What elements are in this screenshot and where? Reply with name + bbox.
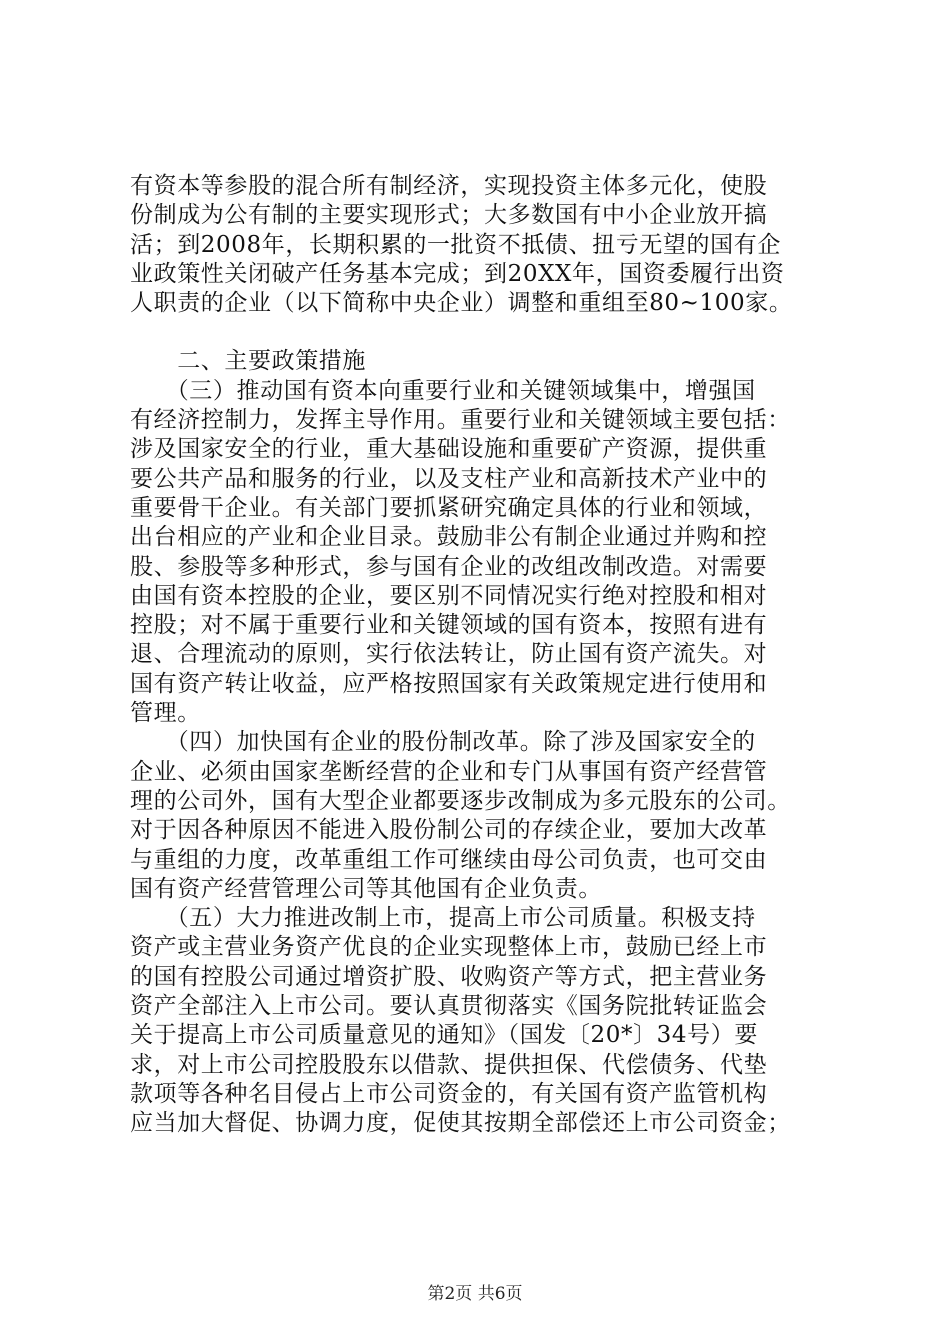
text-line: 有资本等参股的混合所有制经济，实现投资主体多元化，使股: [130, 173, 768, 199]
text-line: 理的公司外，国有大型企业都要逐步改制成为多元股东的公司。: [130, 787, 791, 814]
text-line: 管理。: [130, 700, 201, 727]
text-line: 与重组的力度，改革重组工作可继续由母公司负责，也可交由: [130, 846, 768, 873]
text-line: 款项等各种名目侵占上市公司资金的，有关国有资产监管机构: [130, 1080, 768, 1107]
text-line: 国有资产经营管理公司等其他国有企业负责。: [130, 875, 602, 902]
text-line: 国有资产转让收益，应严格按照国家有关政策规定进行使用和: [130, 670, 768, 697]
text-line: 份制成为公有制的主要实现形式；大多数国有中小企业放开搞: [130, 202, 768, 229]
text-line: 的国有控股公司通过增资扩股、收购资产等方式，把主营业务: [130, 963, 768, 990]
text-line: 人职责的企业（以下简称中央企业）调整和重组至80~100家。: [130, 290, 793, 317]
paragraph-4: [130, 728, 830, 904]
text-line: 退、合理流动的原则，实行依法转让，防止国有资产流失。对: [130, 641, 768, 668]
text-line: 出台相应的产业和企业目录。鼓励非公有制企业通过并购和控: [130, 524, 768, 551]
paragraph-gap: [130, 318, 830, 347]
text-line: 股、参股等多种形式，参与国有企业的改组改制改造。对需要: [130, 553, 768, 580]
text-line: 涉及国家安全的行业，重大基础设施和重要矿产资源，提供重: [130, 436, 768, 463]
paragraph-5: [130, 904, 830, 1138]
text-line: 资产或主营业务资产优良的企业实现整体上市，鼓励已经上市: [130, 934, 768, 961]
text-line: 企业、必须由国家垄断经营的企业和专门从事国有资产经营管: [130, 758, 768, 785]
text-line: 重要骨干企业。有关部门要抓紧研究确定具体的行业和领域，: [130, 494, 768, 521]
text-line: 有经济控制力，发挥主导作用。重要行业和关键领域主要包括：: [130, 407, 791, 434]
text-line: （四）加快国有企业的股份制改革。除了涉及国家安全的: [130, 729, 756, 756]
document-body: [130, 172, 830, 1139]
text-line: 求，对上市公司控股股东以借款、提供担保、代偿债务、代垫: [130, 1051, 768, 1078]
text-line: 应当加大督促、协调力度，促使其按期全部偿还上市公司资金；: [130, 1110, 791, 1137]
text-line: 关于提高上市公司质量意见的通知》（国发〔20*〕34号）要: [130, 1022, 758, 1049]
intro-paragraph: [130, 172, 830, 318]
text-line: 控股；对不属于重要行业和关键领域的国有资本，按照有进有: [130, 612, 768, 639]
text-line: 对于因各种原因不能进入股份制公司的存续企业，要加大改革: [130, 817, 768, 844]
text-line: 资产全部注入上市公司。要认真贯彻落实《国务院批转证监会: [130, 993, 768, 1020]
text-line: 业政策性关闭破产任务基本完成；到20XX年，国资委履行出资: [130, 260, 785, 287]
section-heading: 二、主要政策措施: [130, 348, 366, 375]
page-number-footer: 第2页 共6页: [427, 1284, 523, 1304]
text-line: 要公共产品和服务的行业，以及支柱产业和高新技术产业中的: [130, 465, 768, 492]
text-line: 活；到2008年，长期积累的一批资不抵债、扭亏无望的国有企: [130, 231, 781, 258]
text-line: 由国有资本控股的企业，要区别不同情况实行绝对控股和相对: [130, 582, 768, 609]
paragraph-3: [130, 377, 830, 729]
text-line: （五）大力推进改制上市，提高上市公司质量。积极支持: [130, 905, 756, 932]
text-line: （三）推动国有资本向重要行业和关键领域集中，增强国: [130, 377, 756, 404]
